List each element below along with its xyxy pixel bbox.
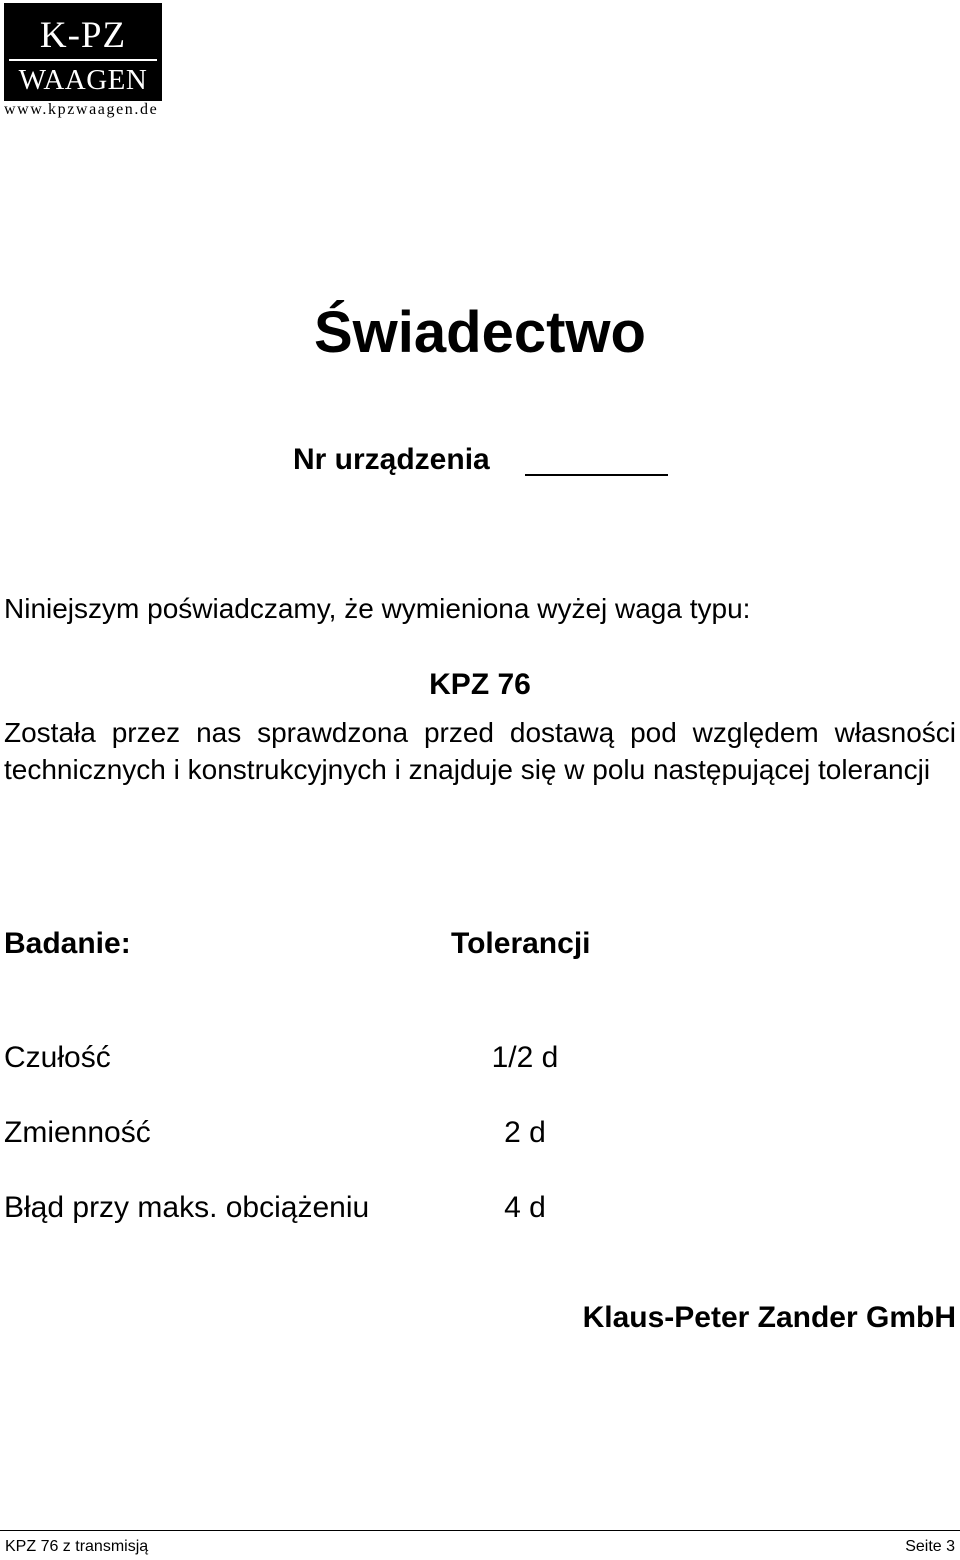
table-row-label: Czułość — [4, 1041, 111, 1074]
logo-divider — [9, 59, 157, 61]
logo-text-kpz: K-PZ — [39, 15, 127, 56]
footer-divider — [0, 1530, 960, 1531]
device-number-label: Nr urządzenia — [293, 443, 490, 476]
device-number-blank-line — [525, 474, 668, 476]
table-row-value: 2 d — [504, 1116, 546, 1149]
company-name: Klaus-Peter Zander GmbH — [582, 1301, 956, 1334]
table-header-test: Badanie: — [4, 927, 131, 960]
logo-text-waagen: WAAGEN — [18, 64, 148, 96]
table-row-value: 1/2 d — [491, 1041, 559, 1074]
document-title: Świadectwo — [314, 300, 646, 365]
table-row-label: Zmienność — [4, 1116, 151, 1149]
table-row-label: Błąd przy maks. obciążeniu — [4, 1191, 370, 1224]
footer-page-number: Seite 3 — [905, 1538, 955, 1555]
company-logo — [4, 3, 162, 101]
table-row-value: 4 d — [504, 1191, 546, 1224]
logo-website: www.kpzwaagen.de — [4, 101, 159, 118]
intro-text: Niniejszym poświadczamy, że wymieniona wyżej waga typu: — [4, 593, 751, 624]
footer-document-name: KPZ 76 z transmisją — [5, 1538, 149, 1555]
table-header-tolerance: Tolerancji — [451, 927, 591, 960]
inspection-statement: Została przez nas sprawdzona przed dostawą pod względem własności technicznych i konstrukcyjnych i znajduje się w polu następującej tolerancji — [4, 717, 956, 785]
scale-model: KPZ 76 — [429, 668, 531, 701]
